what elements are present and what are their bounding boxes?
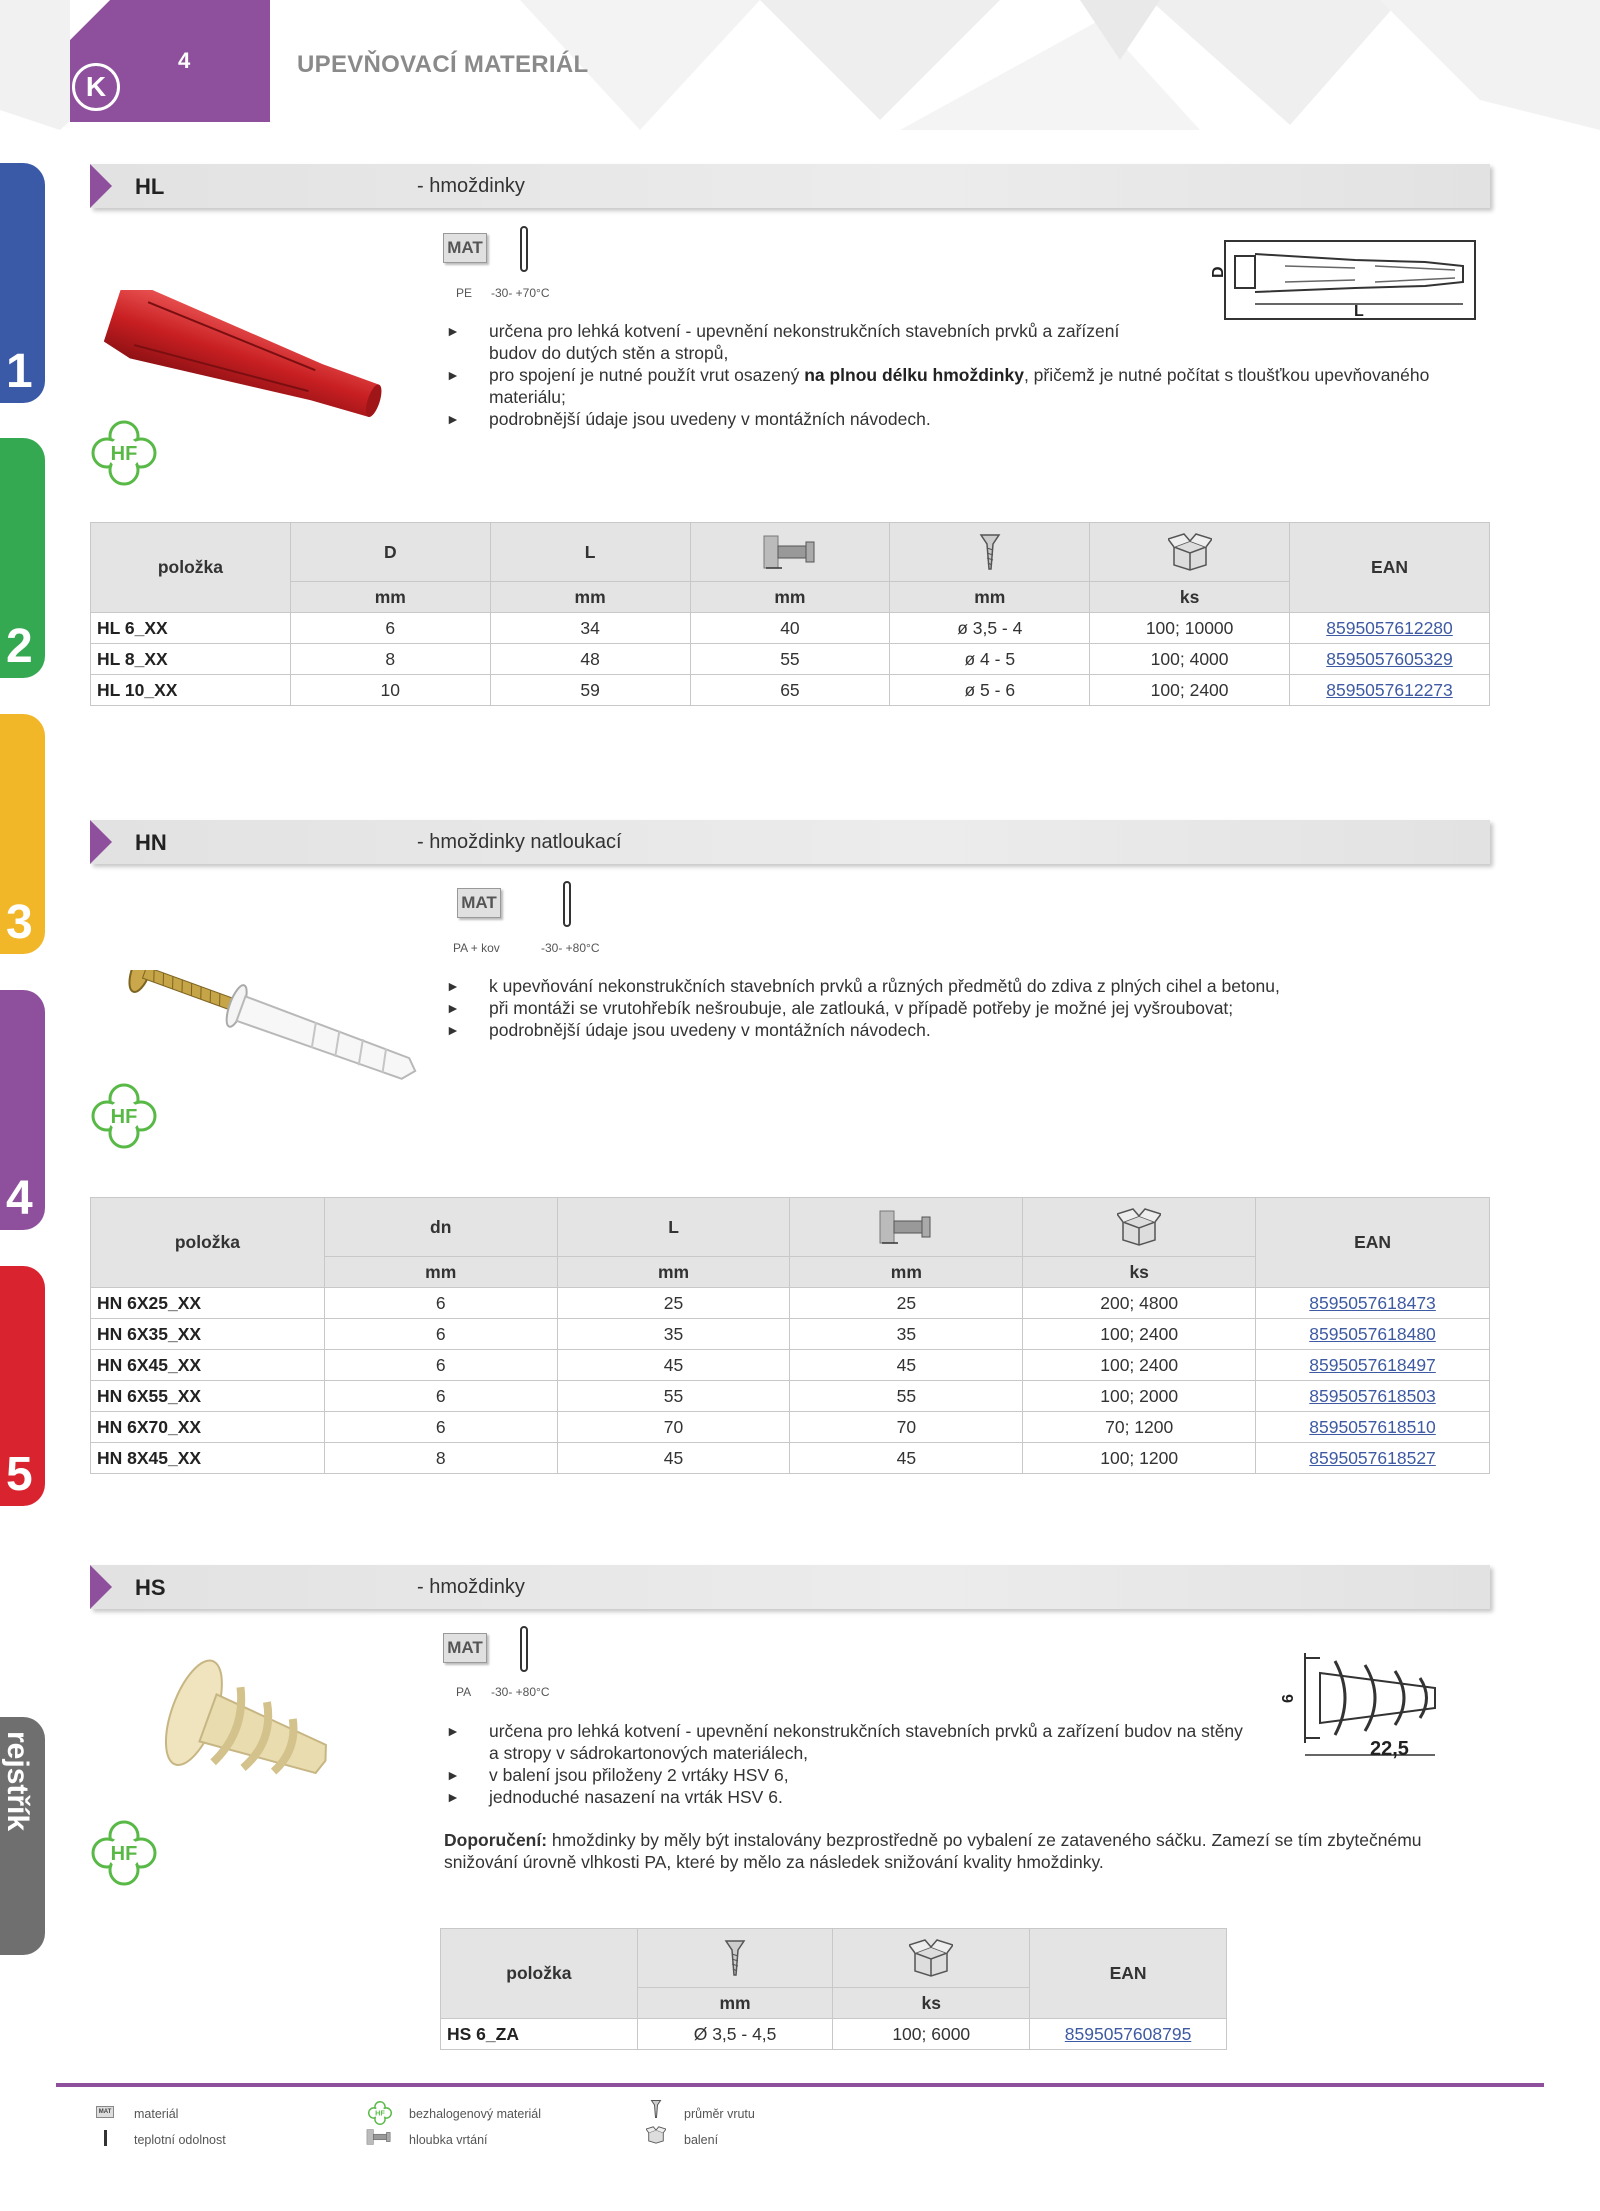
table-cell: 45 <box>557 1443 790 1474</box>
halogen-free-icon <box>368 2101 392 2125</box>
mat-icon: MAT <box>457 888 501 918</box>
list-item: ► v balení jsou přiloženy 2 vrtáky HSV 6, <box>446 1764 1246 1786</box>
table-cell: 10 <box>290 675 490 706</box>
thermometer-icon <box>104 2130 107 2146</box>
column-header: EAN <box>1030 1929 1227 2019</box>
recommendation-note: Doporučení: hmoždinky by měly být instalovány bezprostředně po vybalení ze zataveného sáčku. Zamezí se tím zbytečnému snižování úrovně vlhkosti PA, které by mělo za následek snižování kvality hmoždinky. <box>444 1830 1422 1872</box>
svg-text:HF: HF <box>110 1843 138 1865</box>
column-header: položka <box>91 1198 325 1288</box>
unit-header: mm <box>557 1257 790 1288</box>
item-code: HL 8_XX <box>91 644 291 675</box>
ean-cell <box>1290 675 1490 706</box>
hl-product-image <box>95 290 395 430</box>
thermometer-icon <box>520 1626 528 1672</box>
hs-bullet-list <box>446 1720 1246 1808</box>
section-description: - hmoždinky natloukací <box>417 831 622 853</box>
legend-package: balení <box>684 2133 719 2147</box>
table-cell: 6 <box>324 1350 557 1381</box>
table-cell: 55 <box>690 644 890 675</box>
unit-header: mm <box>290 582 490 613</box>
unit-header: mm <box>637 1988 833 2019</box>
section-description: - hmoždinky <box>417 175 525 197</box>
list-item: ► určena pro lehká kotvení - upevnění nekonstrukčních stavebních prvků a zařízení budov do dutých stěn a stropů, <box>446 320 1166 364</box>
table-cell: 25 <box>557 1288 790 1319</box>
column-header: EAN <box>1256 1198 1490 1288</box>
table-cell: 40 <box>690 613 890 644</box>
table-cell: 6 <box>324 1319 557 1350</box>
ean-cell <box>1256 1319 1490 1350</box>
mat-icon: MAT <box>443 233 487 263</box>
unit-header: mm <box>324 1257 557 1288</box>
page-title: UPEVŇOVACÍ MATERIÁL <box>297 51 589 78</box>
table-cell: 100; 6000 <box>833 2019 1030 2050</box>
ean-link[interactable]: 8595057618510 <box>1309 1416 1436 1437</box>
side-tab-2[interactable]: 2 <box>0 438 45 678</box>
table-row <box>91 1350 1490 1381</box>
table-cell: 70 <box>790 1412 1023 1443</box>
ean-cell <box>1030 2019 1227 2050</box>
drill-depth-icon <box>790 1198 1023 1257</box>
unit-header: ks <box>833 1988 1030 2019</box>
table-cell: ø 3,5 - 4 <box>890 613 1090 644</box>
table-row <box>91 1381 1490 1412</box>
legend-halogen-free: bezhalogenový materiál <box>409 2107 542 2121</box>
side-tab-4[interactable]: 4 <box>0 990 45 1230</box>
ean-link[interactable]: 8595057605329 <box>1326 648 1453 669</box>
table-cell: 55 <box>790 1381 1023 1412</box>
legend-screw-diameter: průměr vrutu <box>684 2107 755 2121</box>
mat-icon: MAT <box>96 2106 114 2118</box>
hs-product-image <box>150 1655 360 1815</box>
hn-spec-table <box>90 1197 1490 1474</box>
ean-cell <box>1256 1443 1490 1474</box>
svg-text:D: D <box>1210 266 1227 278</box>
table-cell: 65 <box>690 675 890 706</box>
item-code: HS 6_ZA <box>441 2019 638 2050</box>
ean-cell <box>1290 613 1490 644</box>
hl-dimension-diagram <box>1205 236 1485 326</box>
halogen-free-icon <box>91 420 157 486</box>
table-cell: 100; 2000 <box>1023 1381 1256 1412</box>
column-header: L <box>557 1198 790 1257</box>
table-row <box>91 644 1490 675</box>
item-code: HN 6X70_XX <box>91 1412 325 1443</box>
ean-cell <box>1256 1412 1490 1443</box>
temperature-label: -30- +70°C <box>491 286 550 300</box>
table-cell: 35 <box>790 1319 1023 1350</box>
table-row <box>91 1443 1490 1474</box>
side-tab-1[interactable]: 1 <box>0 163 45 403</box>
table-row <box>91 1412 1490 1443</box>
ean-link[interactable]: 8595057618503 <box>1309 1385 1436 1406</box>
list-item: ► při montáži se vrutohřebík nešroubuje, ale zatlouká, v případě potřeby je možné jej vyšroubovat; <box>446 997 1486 1019</box>
material-label: PE <box>456 286 473 300</box>
item-code: HN 6X35_XX <box>91 1319 325 1350</box>
section-code: HN <box>135 830 167 855</box>
table-cell: 100; 2400 <box>1023 1319 1256 1350</box>
table-cell: ø 5 - 6 <box>890 675 1090 706</box>
table-cell: Ø 3,5 - 4,5 <box>637 2019 833 2050</box>
table-cell: 70; 1200 <box>1023 1412 1256 1443</box>
side-tab-5[interactable]: 5 <box>0 1266 45 1506</box>
ean-link[interactable]: 8595057618497 <box>1309 1354 1436 1375</box>
svg-text:HF: HF <box>110 1106 138 1128</box>
table-cell: 8 <box>324 1443 557 1474</box>
temperature-label: -30- +80°C <box>491 1685 550 1699</box>
ean-cell <box>1256 1288 1490 1319</box>
package-icon <box>833 1929 1030 1988</box>
hs-dimension-diagram <box>1275 1643 1460 1773</box>
list-item: ► jednoduché nasazení na vrták HSV 6. <box>446 1786 1246 1808</box>
table-row <box>91 675 1490 706</box>
table-cell: 100; 2400 <box>1023 1350 1256 1381</box>
table-cell: 6 <box>324 1412 557 1443</box>
package-icon <box>1090 523 1290 582</box>
table-cell: 6 <box>324 1288 557 1319</box>
legend-drill-depth: hloubka vrtání <box>409 2133 488 2147</box>
item-code: HL 6_XX <box>91 613 291 644</box>
table-cell: 6 <box>324 1381 557 1412</box>
table-cell: 70 <box>557 1412 790 1443</box>
section-arrow-icon <box>90 164 112 208</box>
table-cell: 200; 4800 <box>1023 1288 1256 1319</box>
column-header: položka <box>441 1929 638 2019</box>
drill-depth-icon <box>366 2127 392 2147</box>
mat-icon: MAT <box>443 1633 487 1663</box>
item-code: HN 8X45_XX <box>91 1443 325 1474</box>
unit-header: mm <box>690 582 890 613</box>
footer-divider <box>56 2083 1544 2087</box>
ean-link[interactable]: 8595057608795 <box>1064 2023 1192 2044</box>
item-code: HN 6X25_XX <box>91 1288 325 1319</box>
unit-header: mm <box>490 582 690 613</box>
list-item: ► určena pro lehká kotvení - upevnění nekonstrukčních stavebních prvků a zařízení budov na stěny a stropy v sádrokartonových materiálech, <box>446 1720 1246 1764</box>
table-cell: 100; 1200 <box>1023 1443 1256 1474</box>
temperature-label: -30- +80°C <box>541 941 600 955</box>
table-cell: 45 <box>790 1443 1023 1474</box>
side-tab-rejstrik[interactable]: rejstřík <box>0 1717 45 1955</box>
halogen-free-icon <box>91 1083 157 1149</box>
item-code: HL 10_XX <box>91 675 291 706</box>
ean-link[interactable]: 8595057618480 <box>1309 1323 1436 1344</box>
legend-material: materiál <box>134 2107 179 2121</box>
table-cell: 55 <box>557 1381 790 1412</box>
thermometer-icon <box>563 881 571 927</box>
side-tab-3[interactable]: 3 <box>0 714 45 954</box>
ean-cell <box>1256 1381 1490 1412</box>
unit-header: ks <box>1090 582 1290 613</box>
section-arrow-icon <box>90 1565 112 1609</box>
unit-header: ks <box>1023 1257 1256 1288</box>
brand-logo: K <box>72 63 120 111</box>
section-header-hl <box>90 164 1490 208</box>
section-header-hn <box>90 820 1490 864</box>
table-cell: 48 <box>490 644 690 675</box>
list-item: ► podrobnější údaje jsou uvedeny v montážních návodech. <box>446 1019 1486 1041</box>
screw-diameter-icon <box>650 2098 662 2120</box>
svg-text:L: L <box>1354 303 1364 320</box>
section-description: - hmoždinky <box>417 1576 525 1598</box>
material-label: PA + kov <box>453 941 500 955</box>
svg-text:22,5: 22,5 <box>1370 1738 1409 1760</box>
table-cell: 45 <box>790 1350 1023 1381</box>
column-header: EAN <box>1290 523 1490 613</box>
table-row <box>441 2019 1227 2050</box>
screw-diameter-icon <box>890 523 1090 582</box>
section-code: HL <box>135 174 165 199</box>
table-cell: 25 <box>790 1288 1023 1319</box>
legend-temperature: teplotní odolnost <box>134 2133 226 2147</box>
hl-spec-table <box>90 522 1490 706</box>
item-code: HN 6X45_XX <box>91 1350 325 1381</box>
table-cell: 34 <box>490 613 690 644</box>
table-row <box>91 1288 1490 1319</box>
table-cell: 35 <box>557 1319 790 1350</box>
screw-diameter-icon <box>637 1929 833 1988</box>
column-header: položka <box>91 523 291 613</box>
column-header: dn <box>324 1198 557 1257</box>
ean-cell <box>1256 1350 1490 1381</box>
material-label: PA <box>456 1685 472 1699</box>
table-cell: ø 4 - 5 <box>890 644 1090 675</box>
ean-link[interactable]: 8595057612280 <box>1326 617 1453 638</box>
table-cell: 100; 10000 <box>1090 613 1290 644</box>
table-cell: 6 <box>290 613 490 644</box>
column-header: L <box>490 523 690 582</box>
table-row <box>91 1319 1490 1350</box>
table-cell: 45 <box>557 1350 790 1381</box>
item-code: HN 6X55_XX <box>91 1381 325 1412</box>
page-number: 4 <box>178 48 191 73</box>
hs-spec-table <box>440 1928 1227 2050</box>
table-row <box>91 613 1490 644</box>
unit-header: mm <box>890 582 1090 613</box>
table-cell: 59 <box>490 675 690 706</box>
list-item: ► podrobnější údaje jsou uvedeny v montážních návodech. <box>446 408 1446 430</box>
table-cell: 100; 2400 <box>1090 675 1290 706</box>
ean-link[interactable]: 8595057618527 <box>1309 1447 1436 1468</box>
hl-bullet-list <box>446 320 1446 430</box>
section-arrow-icon <box>90 820 112 864</box>
package-icon <box>1023 1198 1256 1257</box>
ean-cell <box>1290 644 1490 675</box>
table-cell: 100; 4000 <box>1090 644 1290 675</box>
table-cell: 8 <box>290 644 490 675</box>
svg-text:HF: HF <box>110 443 138 465</box>
halogen-free-icon <box>91 1820 157 1886</box>
column-header: D <box>290 523 490 582</box>
section-header-hs <box>90 1565 1490 1609</box>
hn-bullet-list <box>446 975 1486 1041</box>
unit-header: mm <box>790 1257 1023 1288</box>
list-item: ► pro spojení je nutné použít vrut osazený na plnou délku hmoždinky, přičemž je nutné počítat s tloušťkou upevňovaného materiálu; <box>446 364 1446 408</box>
ean-link[interactable]: 8595057612273 <box>1326 679 1453 700</box>
svg-text:6: 6 <box>1280 1694 1297 1703</box>
drill-depth-icon <box>690 523 890 582</box>
ean-link[interactable]: 8595057618473 <box>1309 1292 1436 1313</box>
svg-text:HF: HF <box>375 2108 385 2118</box>
section-code: HS <box>135 1575 166 1600</box>
package-icon <box>646 2126 666 2144</box>
thermometer-icon <box>520 226 528 272</box>
list-item: ► k upevňování nekonstrukčních stavebních prvků a různých předmětů do zdiva z plných cihel a betonu, <box>446 975 1486 997</box>
